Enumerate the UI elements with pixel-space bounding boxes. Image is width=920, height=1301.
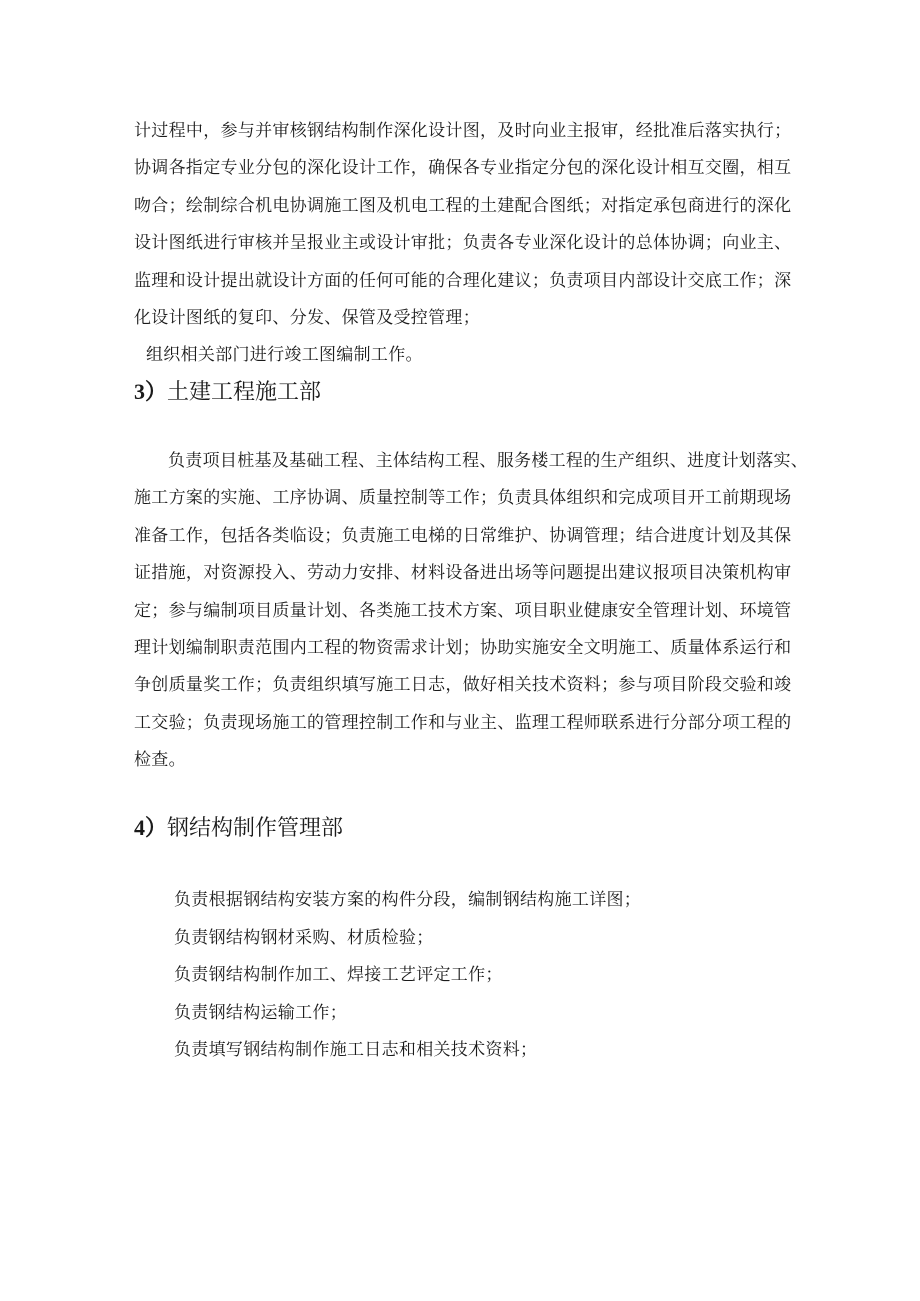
section-number: 3） — [134, 379, 168, 404]
paragraph-line: 计过程中，参与并审核钢结构制作深化设计图，及时向业主报审，经批准后落实执行； — [134, 121, 792, 141]
paragraph-line: 吻合；绘制综合机电协调施工图及机电工程的土建配合图纸；对指定承包商进行的深化 — [134, 195, 792, 216]
steel-dept-duties-list — [174, 882, 794, 1070]
list-item: 负责钢结构制作加工、焊接工艺评定工作； — [174, 965, 503, 986]
paragraph-line: 协调各指定专业分包的深化设计工作，确保各专业指定分包的深化设计相互交圈，相互 — [134, 158, 792, 179]
civil-dept-paragraph — [134, 443, 809, 780]
design-dept-paragraph — [134, 113, 794, 375]
paragraph-line: 定；参与编制项目质量计划、各类施工技术方案、项目职业健康安全管理计划、环境管 — [134, 600, 792, 621]
list-item: 负责钢结构运输工作； — [174, 1002, 347, 1023]
list-item: 负责根据钢结构安装方案的构件分段，编制钢结构施工详图； — [174, 890, 642, 910]
section-4-heading — [134, 813, 343, 844]
paragraph-line: 工交验；负责现场施工的管理控制工作和与业主、监理工程师联系进行分部分项工程的 — [134, 712, 792, 733]
section-number: 4） — [134, 815, 168, 840]
paragraph-line: 准备工作，包括各类临设；负责施工电梯的日常维护、协调管理；结合进度计划及其保 — [134, 525, 792, 546]
paragraph-line: 理计划编制职责范围内工程的物资需求计划；协助实施安全文明施工、质量体系运行和 — [134, 638, 792, 659]
section-title: 钢结构制作管理部 — [167, 816, 344, 841]
paragraph-line: 证措施，对资源投入、劳动力安排、材料设备进出场等问题提出建议报项目决策机构审 — [134, 563, 792, 584]
paragraph-line: 负责项目桩基及基础工程、主体结构工程、服务楼工程的生产组织、进度计划落实、 — [168, 451, 809, 471]
paragraph-line: 争创质量奖工作；负责组织填写施工日志，做好相关技术资料；参与项目阶段交验和竣 — [134, 675, 792, 696]
list-item: 负责钢结构钢材采购、材质检验； — [174, 927, 434, 948]
paragraph-line: 组织相关部门进行竣工图编制工作。 — [146, 345, 423, 366]
paragraph-line: 监理和设计提出就设计方面的任何可能的合理化建议；负责项目内部设计交底工作；深 — [134, 270, 792, 291]
list-item: 负责填写钢结构制作施工日志和相关技术资料； — [174, 1040, 538, 1061]
paragraph-line: 检查。 — [134, 750, 186, 771]
paragraph-line: 施工方案的实施、工序协调、质量控制等工作；负责具体组织和完成项目开工前期现场 — [134, 488, 792, 509]
paragraph-line: 设计图纸进行审核并呈报业主或设计审批；负责各专业深化设计的总体协调；向业主、 — [134, 233, 792, 254]
section-3-heading — [134, 377, 321, 408]
paragraph-line: 化设计图纸的复印、分发、保管及受控管理； — [134, 308, 480, 329]
section-title: 土建工程施工部 — [167, 380, 322, 405]
